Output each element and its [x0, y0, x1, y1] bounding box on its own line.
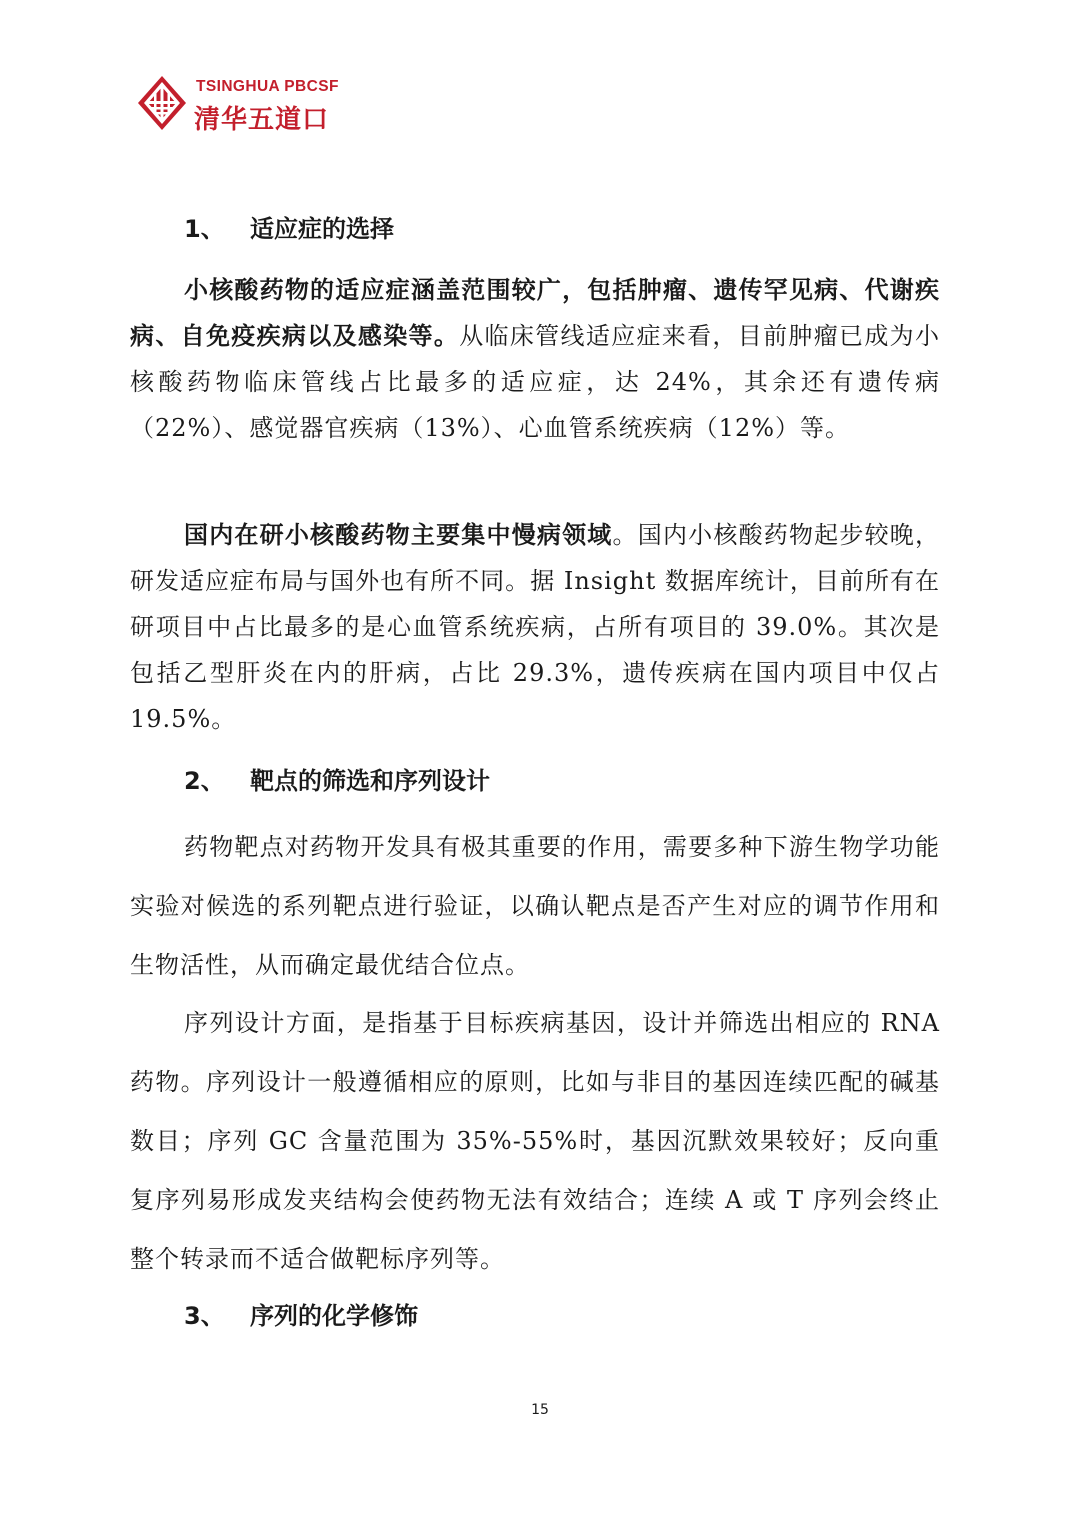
paragraph-text: 药物靶点对药物开发具有极其重要的作用，需要多种下游生物学功能实验对候选的系列靶点进行验证，以确认靶点是否产生对应的调节作用和生物活性，从而确定最优结合位点。 — [130, 833, 940, 979]
section-title: 序列的化学修饰 — [250, 1302, 418, 1330]
section-heading-3 — [184, 1301, 418, 1331]
logo — [136, 74, 376, 134]
paragraph-bold-lead: 国内在研小核酸药物主要集中慢病领域 — [184, 521, 613, 549]
section-title: 靶点的筛选和序列设计 — [250, 767, 490, 795]
logo-text-cn: 清华五道口 — [194, 105, 330, 135]
logo-mark-icon — [136, 74, 188, 132]
section-number: 3、 — [184, 1302, 225, 1330]
section-number: 2、 — [184, 767, 225, 795]
paragraph-text: 。国内小核酸药物起步较晚，研发适应症布局与国外也有所不同。据 Insight 数据库统计，目前所有在研项目中占比最多的是心血管系统疾病，占所有项目的 39.0%。其次是包括乙型肝炎在内的肝病，占比 29.3%，遗传疾病在国内项目中仅占 19.5%。 — [130, 521, 941, 733]
paragraph — [130, 994, 940, 1289]
section-title: 适应症的选择 — [250, 215, 394, 243]
section-heading-2 — [184, 766, 490, 796]
paragraph — [130, 512, 940, 742]
paragraph-bold-lead: 小核酸药物的适应症涵盖范围较广，包括肿瘤、遗传罕见病、代谢疾病、自免疫疾病以及感染等。 — [130, 276, 940, 350]
paragraph-text: 序列设计方面，是指基于目标疾病基因，设计并筛选出相应的 RNA 药物。序列设计一般遵循相应的原则，比如与非目的基因连续匹配的碱基数目；序列 GC 含量范围为 35%-55%时，基因沉默效果较好；反向重复序列易形成发夹结构会使药物无法有效结合；连续 A 或 T 序列会终止整个转录而不适合做靶标序列等。 — [130, 1009, 940, 1273]
section-number: 1、 — [184, 215, 225, 243]
section-heading-1 — [184, 214, 394, 244]
paragraph — [130, 267, 940, 451]
paragraph — [130, 818, 940, 995]
logo-text-en: TSINGHUA PBCSF — [196, 78, 339, 95]
paragraph-text: 从临床管线适应症来看，目前肿瘤已成为小核酸药物临床管线占比最多的适应症，达 24%，其余还有遗传病（22%）、感觉器官疾病（13%）、心血管系统疾病（12%）等。 — [130, 322, 941, 442]
page-number: 15 — [531, 1402, 549, 1418]
